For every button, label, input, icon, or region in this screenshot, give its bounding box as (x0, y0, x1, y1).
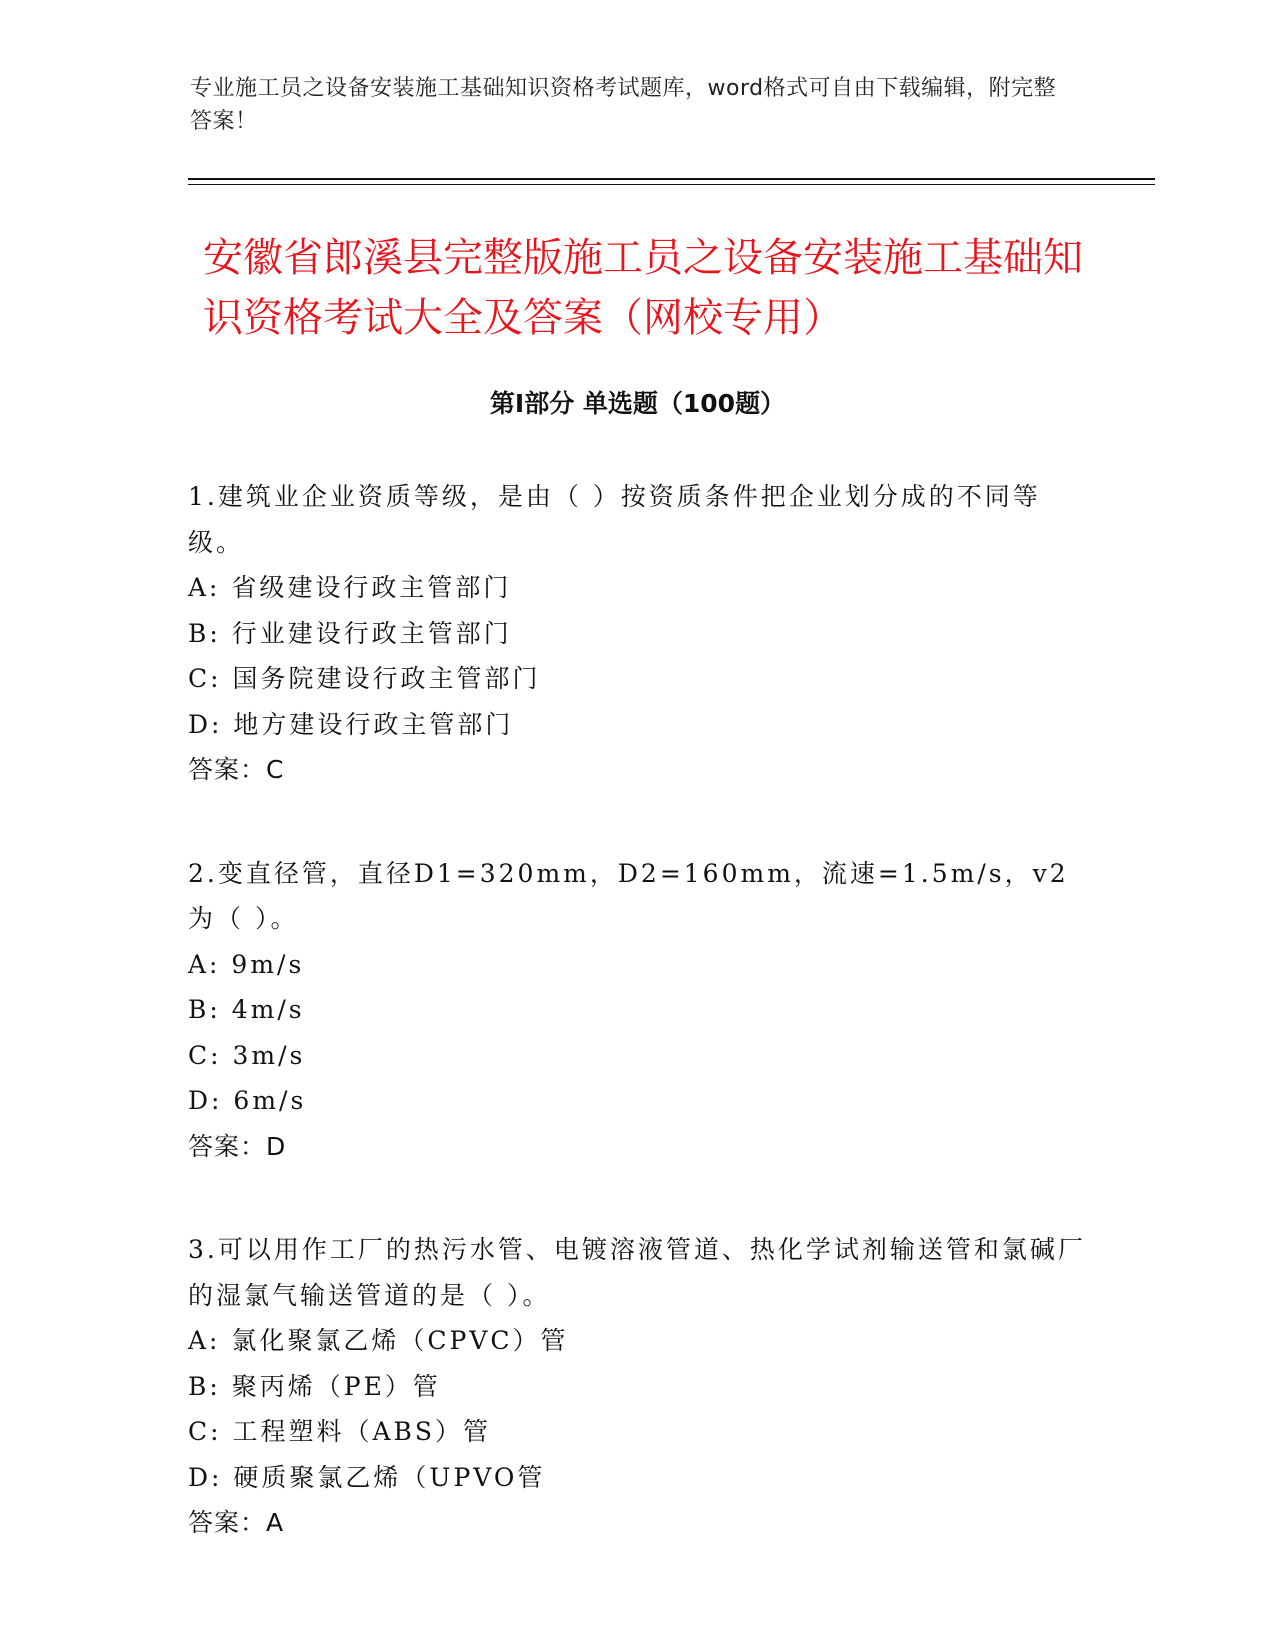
question-stem: 2.变直径管，直径D1=320mm，D2=160mm，流速=1.5m/s，v2为（ ）。 (188, 858, 1069, 933)
option-d: D: 硬质聚氯乙烯（UPVO管 (188, 1462, 546, 1492)
question-2 (188, 851, 1088, 1170)
question-stem: 3.可以用作工厂的热污水管、电镀溶液管道、热化学试剂输送管和氯碱厂的湿氯气输送管道的是（ ）。 (188, 1235, 1086, 1310)
answer-line: 答案：D (188, 1131, 287, 1161)
document-title: 安徽省郎溪县完整版施工员之设备安装施工基础知识资格考试大全及答案（网校专用） (203, 235, 1083, 341)
header-rule-thick (188, 178, 1155, 180)
question-list (188, 474, 1088, 1604)
answer-line: 答案：C (188, 755, 285, 784)
header-note: 专业施工员之设备安装施工基础知识资格考试题库，word格式可自由下载编辑，附完整答案！ (190, 76, 1057, 134)
question-1 (188, 474, 1088, 793)
option-a: A: 氯化聚氯乙烯（CPVC）管 (188, 1326, 569, 1355)
option-c: C: 工程塑料（ABS）管 (188, 1417, 492, 1446)
option-b: B: 聚丙烯（PE）管 (188, 1371, 441, 1401)
option-d: D: 6m/s (188, 1086, 307, 1115)
option-c: C: 3m/s (188, 1040, 306, 1070)
option-c: C: 国务院建设行政主管部门 (188, 664, 541, 693)
option-b: B: 4m/s (188, 995, 305, 1024)
question-stem: 1.建筑业企业资质等级，是由（ ）按资质条件把企业划分成的不同等级。 (188, 482, 1041, 557)
header-rule-thin (188, 184, 1155, 185)
option-b: B: 行业建设行政主管部门 (188, 618, 512, 648)
answer-line: 答案：A (188, 1508, 285, 1537)
option-d: D: 地方建设行政主管部门 (188, 709, 514, 739)
question-3 (188, 1227, 1088, 1546)
section-heading: 第I部分 单选题（100题） (489, 389, 786, 418)
option-a: A: 9m/s (188, 949, 305, 979)
option-a: A: 省级建设行政主管部门 (188, 573, 512, 602)
